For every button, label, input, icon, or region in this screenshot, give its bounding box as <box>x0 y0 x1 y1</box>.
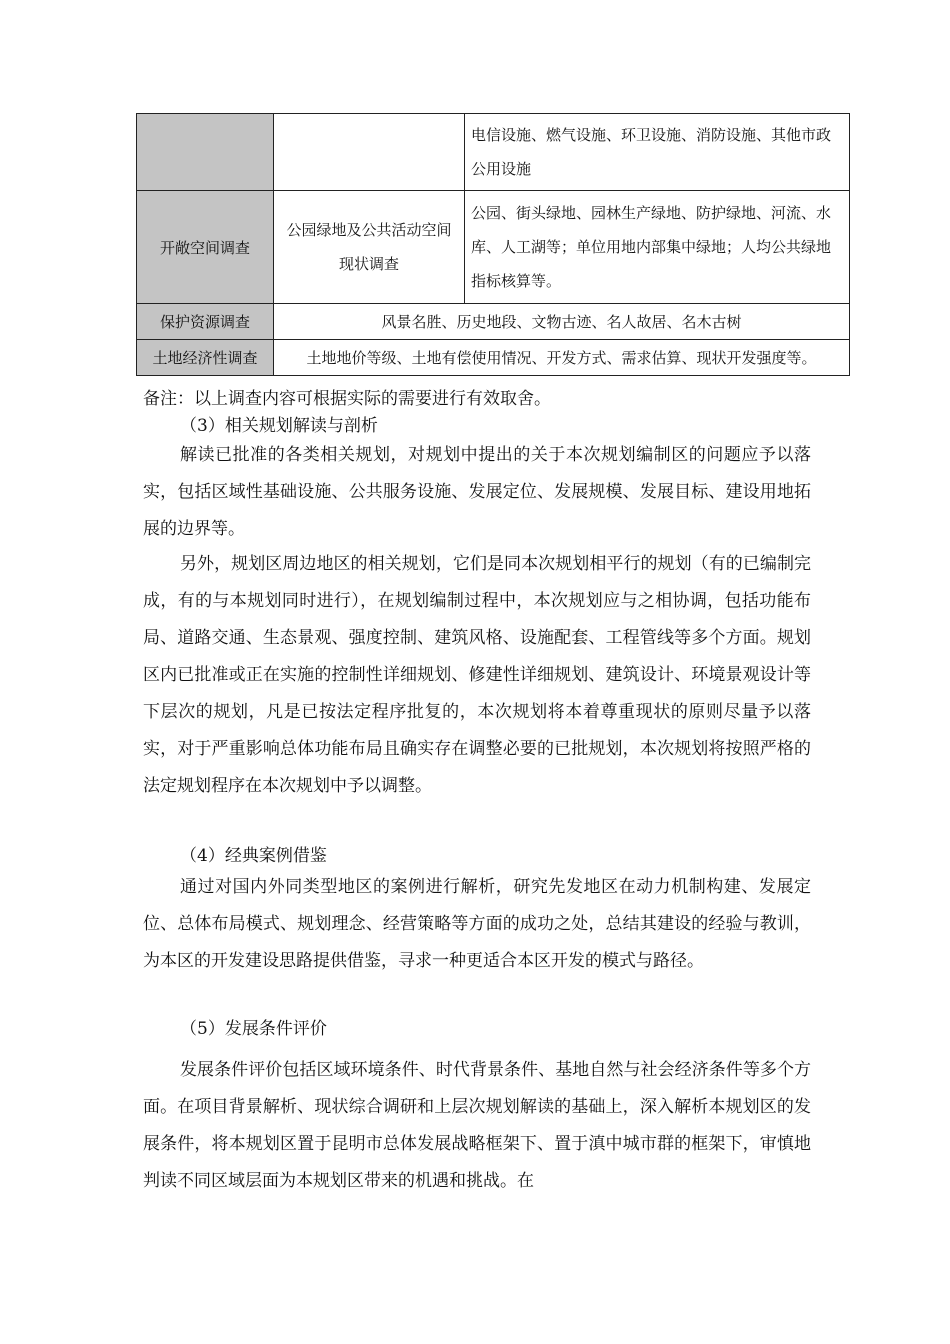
section-body <box>143 437 811 548</box>
table-cell-subcategory <box>274 114 465 191</box>
section-heading: （5）发展条件评价 <box>180 1019 327 1039</box>
paragraph: 通过对国内外同类型地区的案例进行解析，研究先发地区在动力机制构建、发展定位、总体布局模式、规划理念、经营策略等方面的成功之处，总结其建设的经验与教训，为本区的开发建设思路提供借鉴，寻求一种更适合本区开发的模式与路径。 <box>143 877 811 971</box>
section-heading: （4）经典案例借鉴 <box>180 846 327 866</box>
section-heading: （3）相关规划解读与剖析 <box>180 416 378 436</box>
section-body <box>143 546 811 805</box>
table-cell-subcategory: 公园绿地及公共活动空间现状调查 <box>274 191 465 304</box>
section-body <box>143 869 811 980</box>
paragraph: 解读已批准的各类相关规划，对规划中提出的关于本次规划编制区的问题应予以落实，包括区域性基础设施、公共服务设施、发展定位、发展规模、发展目标、建设用地拓展的边界等。 <box>143 445 811 539</box>
table-cell-items: 风景名胜、历史地段、文物古迹、名人故居、名木古树 <box>274 304 850 340</box>
table-cell-category: 土地经济性调查 <box>137 340 274 376</box>
table-cell-items: 公园、街头绿地、园林生产绿地、防护绿地、河流、水库、人工湖等；单位用地内部集中绿地；人均公共绿地指标核算等。 <box>465 191 850 304</box>
paragraph: 另外，规划区周边地区的相关规划，它们是同本次规划相平行的规划（有的已编制完成，有的与本规划同时进行），在规划编制过程中，本次规划应与之相协调，包括功能布局、道路交通、生态景观、强度控制、建筑风格、设施配套、工程管线等多个方面。规划区内已批准或正在实施的控制性详细规划、修建性详细规划、建筑设计、环境景观设计等下层次的规划，凡是已按法定程序批复的，本次规划将本着尊重现状的原则尽量予以落实，对于严重影响总体功能布局且确实存在调整必要的已批规划，本次规划将按照严格的法定规划程序在本次规划中予以调整。 <box>143 554 811 796</box>
table-row <box>137 114 850 191</box>
table-note: 备注：以上调查内容可根据实际的需要进行有效取舍。 <box>143 389 551 409</box>
table-cell-items: 电信设施、燃气设施、环卫设施、消防设施、其他市政公用设施 <box>465 114 850 191</box>
section-body <box>143 1052 811 1200</box>
table-row <box>137 191 850 304</box>
table-cell-items: 土地地价等级、土地有偿使用情况、开发方式、需求估算、现状开发强度等。 <box>274 340 850 376</box>
table-row <box>137 340 850 376</box>
paragraph: 发展条件评价包括区域环境条件、时代背景条件、基地自然与社会经济条件等多个方面。在项目背景解析、现状综合调研和上层次规划解读的基础上，深入解析本规划区的发展条件，将本规划区置于昆明市总体发展战略框架下、置于滇中城市群的框架下，审慎地判读不同区域层面为本规划区带来的机遇和挑战。在 <box>143 1060 811 1191</box>
table-cell-category: 保护资源调查 <box>137 304 274 340</box>
survey-content-table <box>136 113 850 376</box>
table-cell-category <box>137 114 274 191</box>
table-cell-category: 开敞空间调查 <box>137 191 274 304</box>
table-row <box>137 304 850 340</box>
